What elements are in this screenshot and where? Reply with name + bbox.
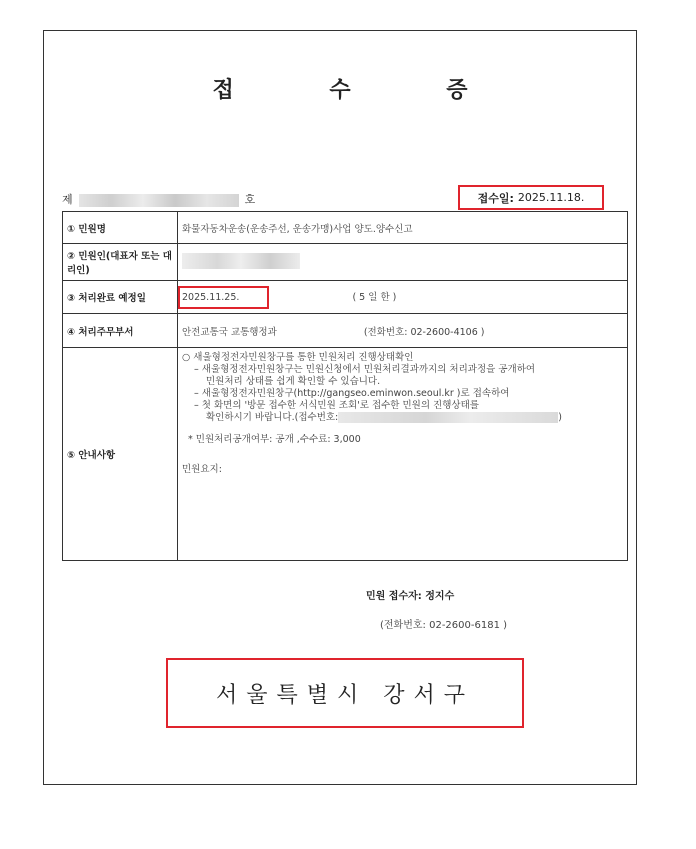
- guide-line: – 새울형정전자민원창구(http://gangseo.eminwon.seoul.kr )로 접속하여: [194, 388, 510, 399]
- received-label: 접수일:: [477, 191, 514, 205]
- table-row: [63, 212, 628, 244]
- receipt-document: [43, 30, 637, 785]
- summary-label: 민원요지:: [182, 464, 222, 475]
- guide-line: – 새울형정전자민원창구는 민원신청에서 민원처리결과까지의 처리과정을 공개하여: [194, 364, 536, 375]
- receiver-phone: (전화번호: 02-2600-6181 ): [380, 620, 508, 631]
- receiver-label: 민원 접수자:: [366, 591, 422, 602]
- table-row: [63, 281, 628, 314]
- guide-line: – 첫 화면의 '방문 접수한 서식민원 조회'로 접수한 민원의 진행상태를: [194, 400, 479, 411]
- receiver-name: 정지수: [425, 591, 455, 602]
- issuing-office: 서울특별시 강서구: [166, 658, 524, 728]
- fee-line: * 민원처리공개여부: 공개 ,수수료: 3,000: [188, 434, 361, 445]
- receiver-line: [366, 587, 454, 602]
- receipt-number-line: [62, 191, 255, 207]
- number-prefix: 제: [62, 193, 73, 206]
- row-label: ① 민원명: [63, 212, 178, 244]
- number-suffix: 호: [244, 193, 256, 206]
- redacted-applicant-name: [182, 253, 300, 269]
- table-row: [63, 314, 628, 348]
- row-label: ② 민원인(대표자 또는 대리인): [63, 244, 178, 281]
- department: 안전교통국 교통행정과: [182, 326, 277, 338]
- redacted-receipt-no: [338, 412, 558, 423]
- table-row: [63, 244, 628, 281]
- department-phone: (전화번호: 02-2600-4106 ): [363, 326, 485, 338]
- processing-days: ( 5 일 한 ): [352, 291, 397, 303]
- received-date-box: [458, 185, 604, 210]
- row-label: ④ 처리주무부서: [63, 314, 178, 348]
- table-row: [63, 348, 628, 561]
- row-value: 화물자동차운송(운송주선, 운송가맹)사업 양도.양수신고: [178, 212, 628, 244]
- document-title: 접 수 증: [212, 78, 512, 103]
- guide-line: 민원처리 상태를 쉽게 확인할 수 있습니다.: [206, 376, 381, 387]
- guide-text: [178, 348, 627, 480]
- receipt-table: [62, 211, 628, 561]
- guide-line: ○ 새울형정전자민원창구를 통한 민원처리 진행상태확인: [182, 352, 414, 363]
- row-label: ⑤ 안내사항: [63, 348, 178, 561]
- received-date: 2025.11.18.: [517, 191, 585, 204]
- guide-line: 확인하시기 바랍니다.(접수번호:: [206, 412, 339, 423]
- guide-line: ): [558, 412, 562, 423]
- expected-date: 2025.11.25.: [178, 286, 269, 309]
- redacted-receipt-number: [79, 194, 239, 207]
- row-label: ③ 처리완료 예정일: [63, 281, 178, 314]
